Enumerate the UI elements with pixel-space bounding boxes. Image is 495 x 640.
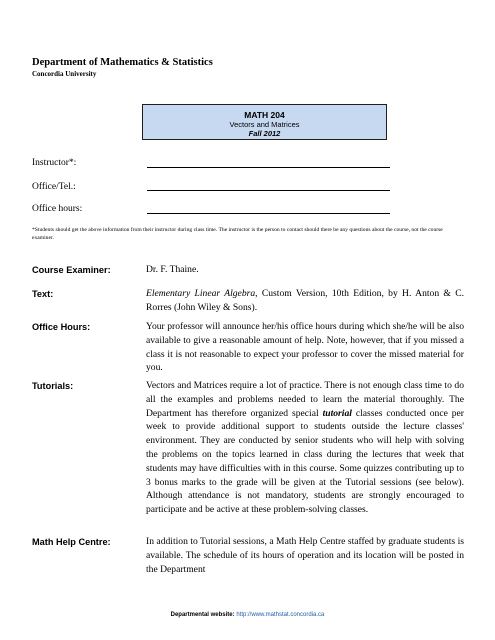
instructor-field-line: [147, 167, 390, 168]
office-tel-label: Office/Tel.:: [32, 182, 76, 192]
tutorial-keyword: tutorial: [322, 407, 352, 419]
math-help-centre-label: Math Help Centre:: [32, 537, 111, 547]
course-title-box: [142, 104, 387, 140]
instructor-label: Instructor*:: [32, 158, 77, 168]
tutorials-text-part2: classes conducted once per week to provide additional support to students outside the lecture classes' environment. They are conducted by senior students who will help with solving the problems on the topics learned in class during the lectures that week that students may have difficulties with in this course. Some quizzes contributing up to 3 bonus marks to the grade will be given at the Tutorial sessions (see below). Although attendance is not mandatory, students are strongly encouraged to participate and be active at these problem-solving classes.: [146, 407, 465, 516]
office-hours-label: Office Hours:: [32, 322, 91, 332]
department-title: Department of Mathematics & Statistics: [32, 57, 213, 68]
course-name: Vectors and Matrices: [229, 120, 300, 129]
office-hours-field-line: [147, 213, 390, 214]
footnote: *Students should get the above information from their instructor during class time. The instructor is the person to contact should there be any questions about the course, not the course examiner.: [32, 227, 443, 241]
tutorials-text-part1: Vectors and Matrices require a lot of practice. There is not enough class time to do all the examples and problems needed to learn the material thoroughly. The Department has therefore organized special: [146, 380, 464, 419]
text-book-info: [146, 287, 464, 315]
course-examiner-label: Course Examiner:: [32, 265, 111, 275]
tutorials-label: Tutorials:: [32, 381, 74, 391]
footer-website-link[interactable]: http://www.mathstat.concordia.ca: [236, 612, 325, 618]
text-label: Text:: [32, 289, 54, 299]
university-name: Concordia University: [32, 70, 97, 78]
footer-label: Departmental website:: [170, 612, 235, 618]
office-hours-text: Your professor will announce her/his office hours during which she/he will be also available to give a reasonable amount of help. Note, however, that if you missed a class it is not reasonable to expect your professor to cover the missed material for you.: [146, 321, 464, 374]
course-code: MATH 204: [244, 110, 285, 120]
book-title: Elementary Linear Algebra: [146, 288, 256, 299]
book-details: , Custom Version, 10th Edition, by H. Anton & C. Rorres (John Wiley & Sons).: [146, 288, 464, 313]
tutorials-text: [146, 379, 464, 517]
course-term: Fall 2012: [248, 129, 281, 138]
office-hours-form-label: Office hours:: [32, 204, 83, 214]
office-tel-field-line: [147, 190, 390, 191]
page-footer: [0, 612, 495, 618]
course-examiner-text: Dr. F. Thaine.: [146, 264, 199, 275]
math-help-centre-text: In addition to Tutorial sessions, a Math Help Centre staffed by graduate students is available. The schedule of its hours of operation and its location will be posted in the Department: [146, 536, 464, 575]
